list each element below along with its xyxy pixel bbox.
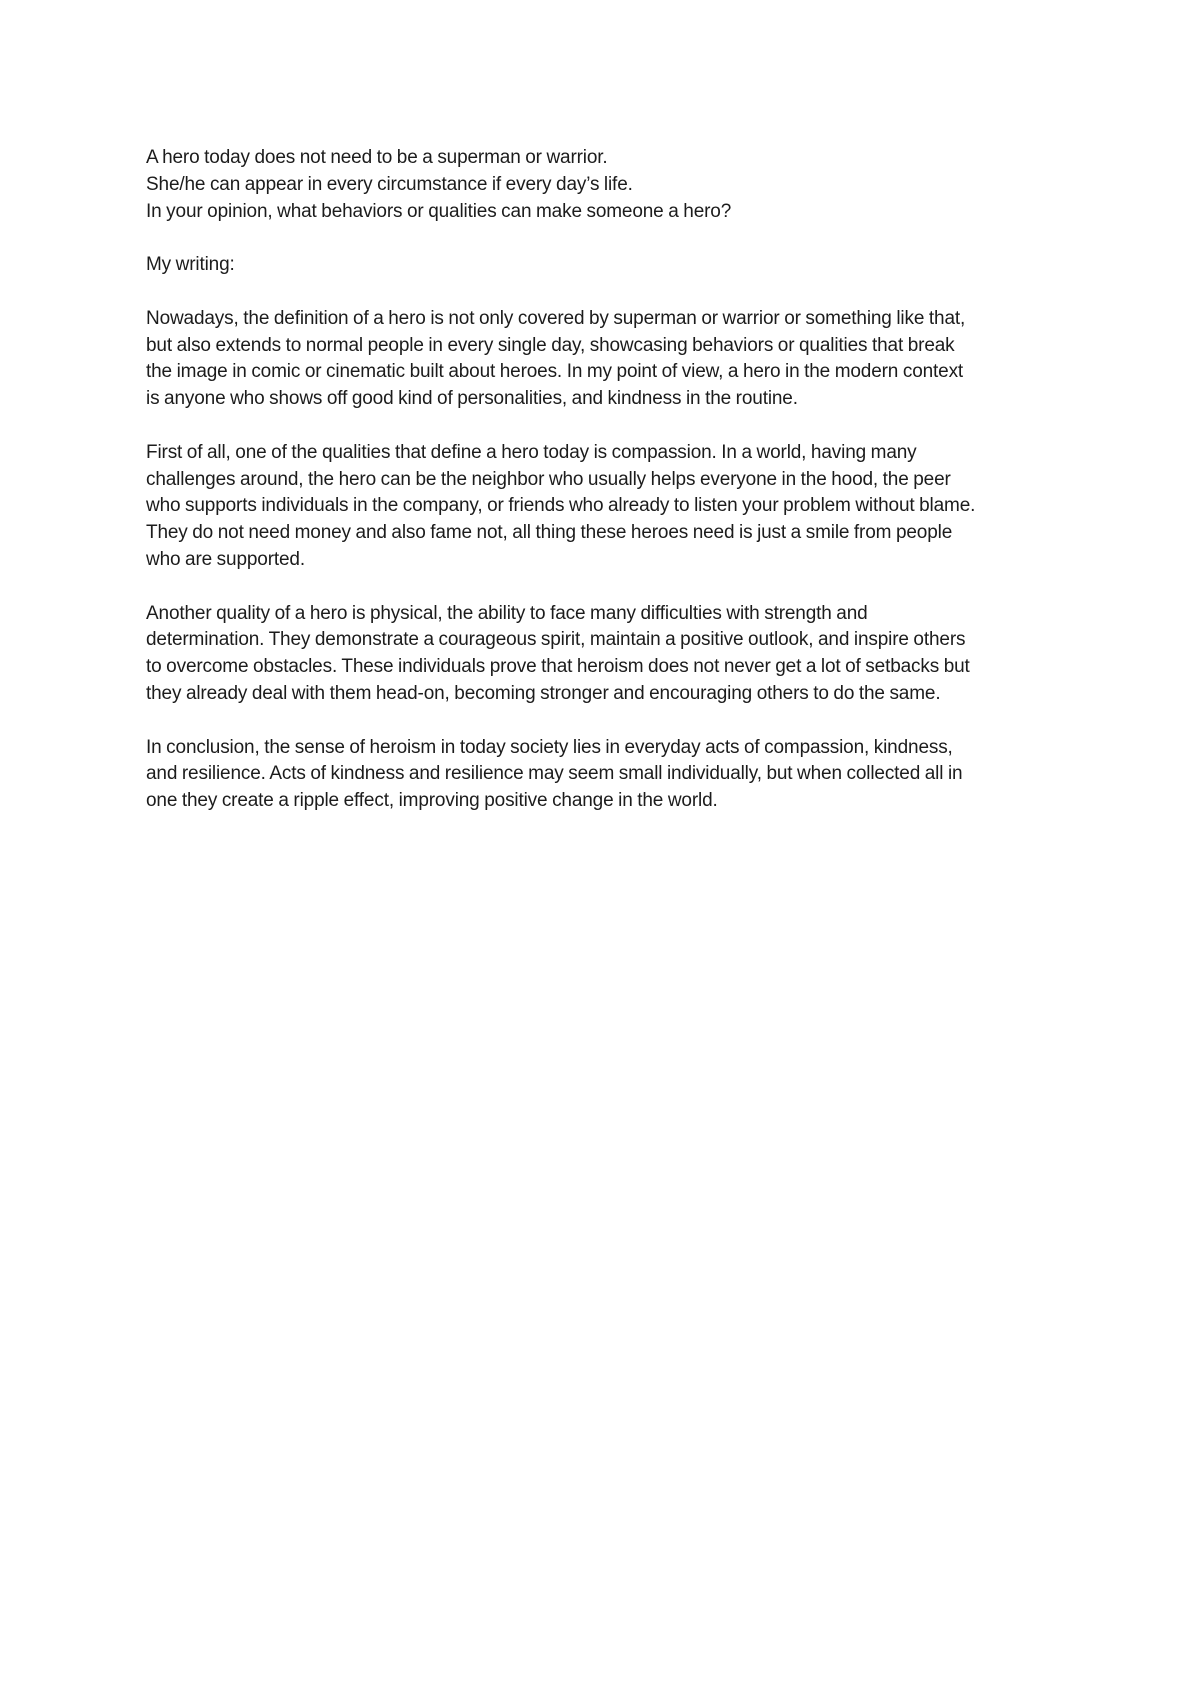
paragraph-conclusion — [146, 735, 1086, 815]
prompt-line: She/he can appear in every circumstance if every day’s life. — [146, 173, 633, 195]
paragraph-line: Another quality of a hero is physical, the ability to face many difficulties with strength and — [146, 602, 868, 624]
paragraph-line: who are supported. — [146, 548, 305, 570]
paragraph-resilience — [146, 601, 1086, 708]
paragraph-introduction — [146, 306, 1086, 413]
paragraph-line: determination. They demonstrate a courageous spirit, maintain a positive outlook, and inspire others — [146, 629, 966, 651]
document-body — [146, 145, 1086, 842]
paragraph-line: First of all, one of the qualities that define a hero today is compassion. In a world, having many — [146, 441, 917, 463]
paragraph-line: but also extends to normal people in every single day, showcasing behaviors or qualities that break — [146, 334, 955, 356]
paragraph-line: challenges around, the hero can be the neighbor who usually helps everyone in the hood, the peer — [146, 468, 951, 490]
paragraph-line: one they create a ripple effect, improving positive change in the world. — [146, 790, 718, 812]
prompt-block — [146, 145, 1086, 225]
paragraph-line: they already deal with them head-on, becoming stronger and encouraging others to do the same. — [146, 682, 941, 704]
paragraph-line: They do not need money and also fame not, all thing these heroes need is just a smile from people — [146, 522, 953, 544]
prompt-line: In your opinion, what behaviors or qualities can make someone a hero? — [146, 200, 732, 222]
paragraph-line: Nowadays, the definition of a hero is not only covered by superman or warrior or something like that, — [146, 307, 966, 329]
prompt-line: A hero today does not need to be a superman or warrior. — [146, 147, 608, 168]
paragraph-line: to overcome obstacles. These individuals prove that heroism does not never get a lot of setbacks but — [146, 656, 970, 678]
paragraph-line: is anyone who shows off good kind of personalities, and kindness in the routine. — [146, 388, 798, 410]
paragraph-line: and resilience. Acts of kindness and resilience may seem small individually, but when collected all in — [146, 763, 963, 785]
paragraph-line: who supports individuals in the company, or friends who already to listen your problem without blame. — [146, 495, 976, 517]
paragraph-line: In conclusion, the sense of heroism in today society lies in everyday acts of compassion, kindness, — [146, 736, 953, 758]
paragraph-compassion — [146, 440, 1086, 574]
paragraph-line: the image in comic or cinematic built about heroes. In my point of view, a hero in the modern context — [146, 361, 964, 383]
section-label — [146, 252, 1086, 279]
section-label-text: My writing: — [146, 254, 235, 276]
